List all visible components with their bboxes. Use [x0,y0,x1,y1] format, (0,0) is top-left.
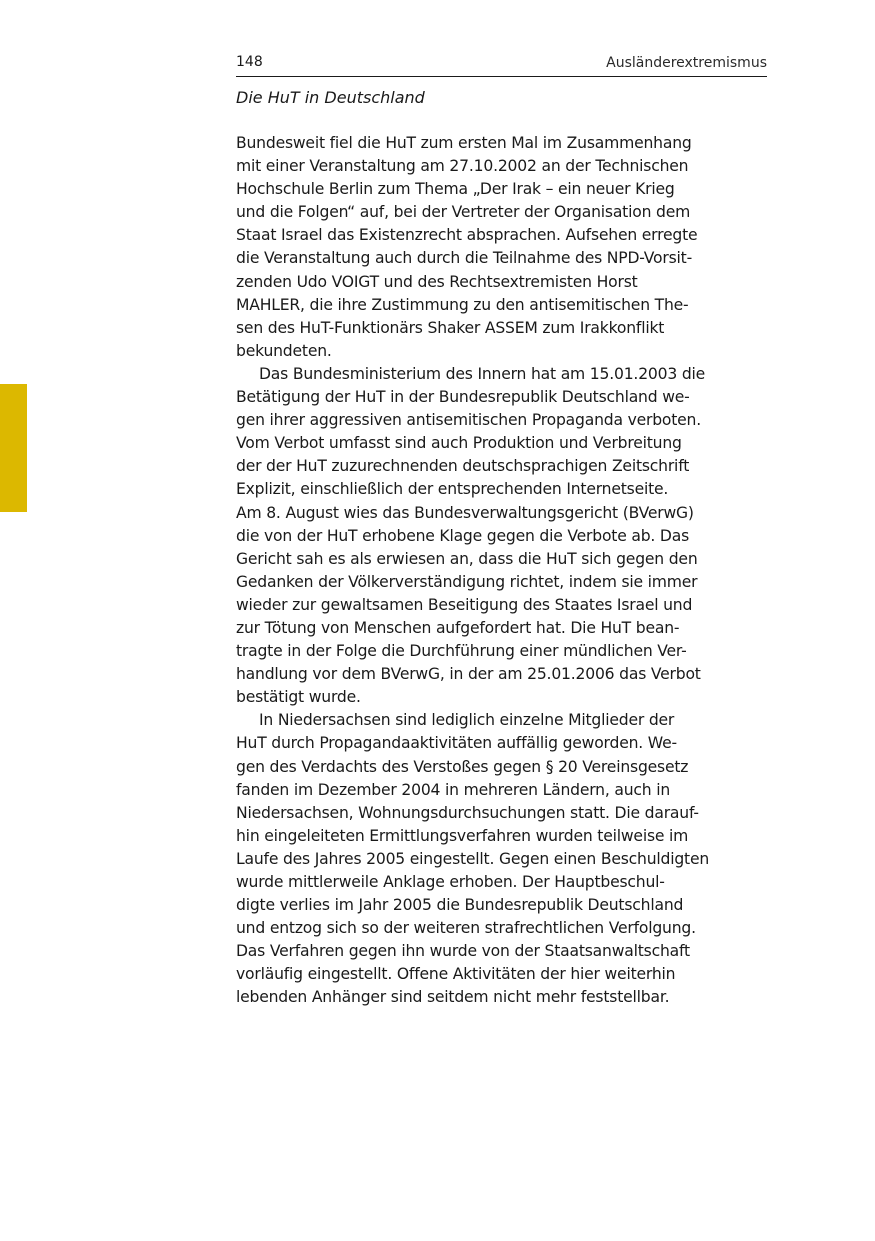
text-line: gen ihrer aggressiven antisemitischen Propaganda verboten. [236,411,701,430]
text-line: wieder zur gewaltsamen Beseitigung des Staates Israel und [236,595,693,614]
text-line: fanden im Dezember 2004 in mehreren Ländern, auch in [236,780,671,799]
section-title: Die HuT in Deutschland [236,88,425,107]
text-line: wurde mittlerweile Anklage erhoben. Der Hauptbeschul- [236,873,665,891]
text-line: und entzog sich so der weiteren strafrechtlichen Verfolgung. [236,919,696,938]
text-line: Das Bundesministerium des Innern hat am 15.01.2003 die [259,364,706,383]
text-line: digte verlies im Jahr 2005 die Bundesrepublik Deutschland [236,896,684,915]
text-line: Vom Verbot umfasst sind auch Produktion und Verbreitung [236,434,682,453]
text-line: Laufe des Jahres 2005 eingestellt. Gegen einen Beschuldigten [236,849,710,868]
running-title: Ausländerextremismus [606,55,767,71]
text-line: bestätigt wurde. [236,688,361,707]
text-line: Gedanken der Völkerverständigung richtet, indem sie immer [236,572,698,591]
text-line: und die Folgen“ auf, bei der Vertreter der Organisation dem [236,203,691,222]
text-line: tragte in der Folge die Durchführung einer mündlichen Ver- [236,642,687,661]
body-text [236,132,767,1010]
text-line: die Veranstaltung auch durch die Teilnahme des NPD-Vorsit- [236,249,693,268]
text-line: mit einer Veranstaltung am 27.10.2002 an der Technischen [236,157,689,176]
text-line: Am 8. August wies das Bundesverwaltungsgericht (BVerwG) [236,503,694,522]
text-line: sen des HuT-Funktionärs Shaker ASSEM zum Irakkonflikt [236,318,665,337]
text-line: zenden Udo VOIGT und des Rechtsextremisten Horst [236,272,638,291]
text-line: lebenden Anhänger sind seitdem nicht mehr feststellbar. [236,988,670,1007]
page-header [236,52,767,77]
text-line: Niedersachsen, Wohnungsdurchsuchungen statt. Die darauf- [236,803,699,822]
text-line: MAHLER, die ihre Zustimmung zu den antisemitischen The- [236,295,689,314]
text-line: gen des Verdachts des Verstoßes gegen § 20 Vereinsgesetz [236,757,689,776]
text-line: vorläufig eingestellt. Offene Aktivitäten der hier weiterhin [236,965,676,984]
text-line: Explizit, einschließlich der entsprechenden Internetseite. [236,480,669,499]
text-line: Bundesweit fiel die HuT zum ersten Mal im Zusammenhang [236,134,692,152]
text-line: handlung vor dem BVerwG, in der am 25.01.2006 das Verbot [236,665,701,684]
text-line: der der HuT zuzurechnenden deutschsprachigen Zeitschrift [236,457,690,476]
text-line: zur Tötung von Menschen aufgefordert hat. Die HuT bean- [236,618,680,637]
page-number: 148 [236,54,263,70]
text-line: Staat Israel das Existenzrecht absprachen. Aufsehen erregte [236,226,698,245]
text-line: Betätigung der HuT in der Bundesrepublik Deutschland we- [236,388,690,407]
text-line: bekundeten. [236,341,332,360]
text-line: Das Verfahren gegen ihn wurde von der Staatsanwaltschaft [236,942,690,961]
text-line: hin eingeleiteten Ermittlungsverfahren wurden teilweise im [236,826,689,845]
text-line: Hochschule Berlin zum Thema „Der Irak – ein neuer Krieg [236,180,675,199]
section-color-tab [0,384,27,512]
text-line: In Niedersachsen sind lediglich einzelne Mitglieder der [259,711,675,730]
text-line: die von der HuT erhobene Klage gegen die Verbote ab. Das [236,526,690,545]
text-line: Gericht sah es als erwiesen an, dass die HuT sich gegen den [236,549,698,568]
text-line: HuT durch Propagandaaktivitäten auffällig geworden. We- [236,734,677,753]
